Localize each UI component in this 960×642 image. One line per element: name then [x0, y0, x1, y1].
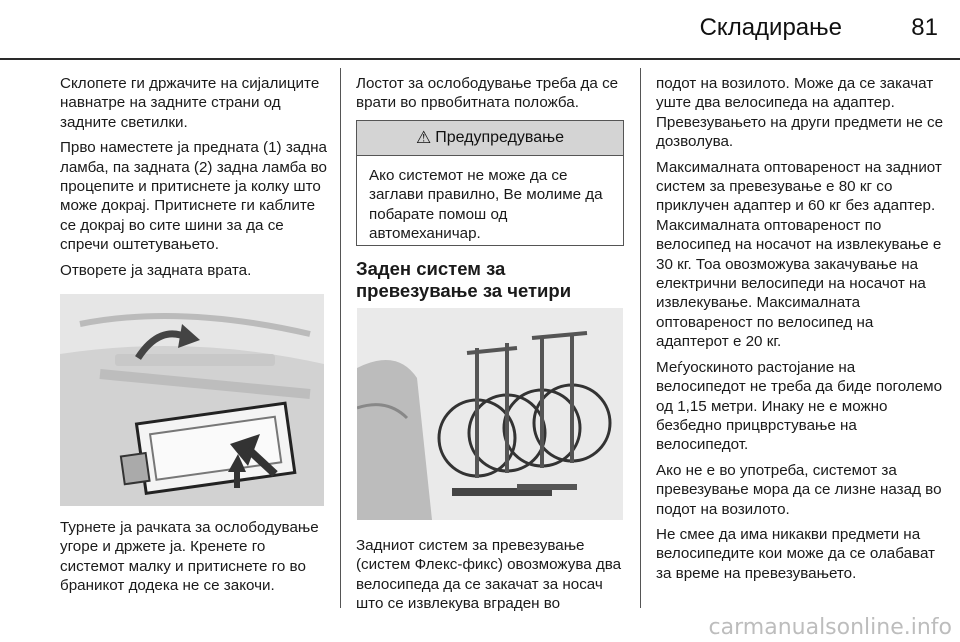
bike-carrier-drawing [357, 308, 623, 520]
warning-header [357, 121, 623, 156]
page-header [0, 0, 960, 58]
paragraph: Лостот за ослободување треба да се врати во првобитната положба. [356, 75, 619, 112]
paragraph: Ако не е во употреба, системот за превезување мора да се лизне назад во подот на возилото. [656, 461, 942, 518]
watermark: carmanualsonline.info [708, 615, 952, 640]
paragraph: Прво наместете ја предната (1) задна ламба, па задната (2) задна ламба во процепите и притиснете ја колку што може докрај. Притиснете ги каблите се докрај во сите шини за да се спречи оштетувањето. [60, 139, 327, 254]
paragraph: Отворете ја задната врата. [60, 261, 252, 279]
column-divider-2 [640, 68, 641, 608]
header-divider [0, 58, 960, 60]
page-title: Складирање [699, 14, 842, 41]
column-1 [60, 74, 328, 286]
tailgate-drawing [60, 294, 324, 506]
tailgate-illustration [60, 294, 324, 506]
figure-caption: Задниот систем за превезување (систем Флекс-фикс) овозможува два велосипеда да се закачат за носач што се извлекува вграден во [356, 537, 622, 613]
section-heading: Заден систем за превезување за четири [356, 258, 572, 301]
column-3 [656, 74, 948, 589]
paragraph: Не смее да има никакви предмети на велосипедите кои може да се олабават за време на превезувањето. [656, 525, 936, 582]
paragraph: подот на возилото. Може да се закачат уште два велосипеда на адаптер. Превезувањето на други предмети не се дозволува. [656, 75, 944, 151]
warning-icon: ⚠ [415, 128, 432, 147]
paragraph: Максималната оптовареност на задниот систем за превезување е 80 кг со приклучен адаптер и 60 кг без адаптер. Максималната оптовареност по велосипед на носачот на извлекување е 30 кг. Тоа овозможува закачување на електрични велосипеди на носачот на извлекување. Максималната оптовареност по велосипед на адаптерот е 20 кг. [656, 158, 942, 351]
page-number: 81 [911, 14, 938, 41]
paragraph: Склопете ги држачите на сијалиците навнатре на задните страни од задните светилки. [60, 75, 320, 131]
warning-box [356, 120, 624, 246]
paragraph: Меѓуоскиното растојание на велосипедот не треба да биде поголемо од 1,15 метри. Инаку не е можно безбедно прицврстување на велосипедот. [656, 358, 943, 454]
warning-body: Ако системот не може да се заглави правилно, Ве молиме да побарате помош од автомеханичар. [369, 167, 603, 243]
column-1-after-figure: Турнете ја рачката за ослободување угоре и држете ја. Кренете го системот малку и притиснете го во браникот додека не се закочи. [60, 519, 319, 595]
column-divider-1 [340, 68, 341, 608]
column-2 [356, 74, 624, 119]
warning-title: Предупредување [435, 129, 565, 146]
bike-carrier-illustration [357, 308, 623, 520]
